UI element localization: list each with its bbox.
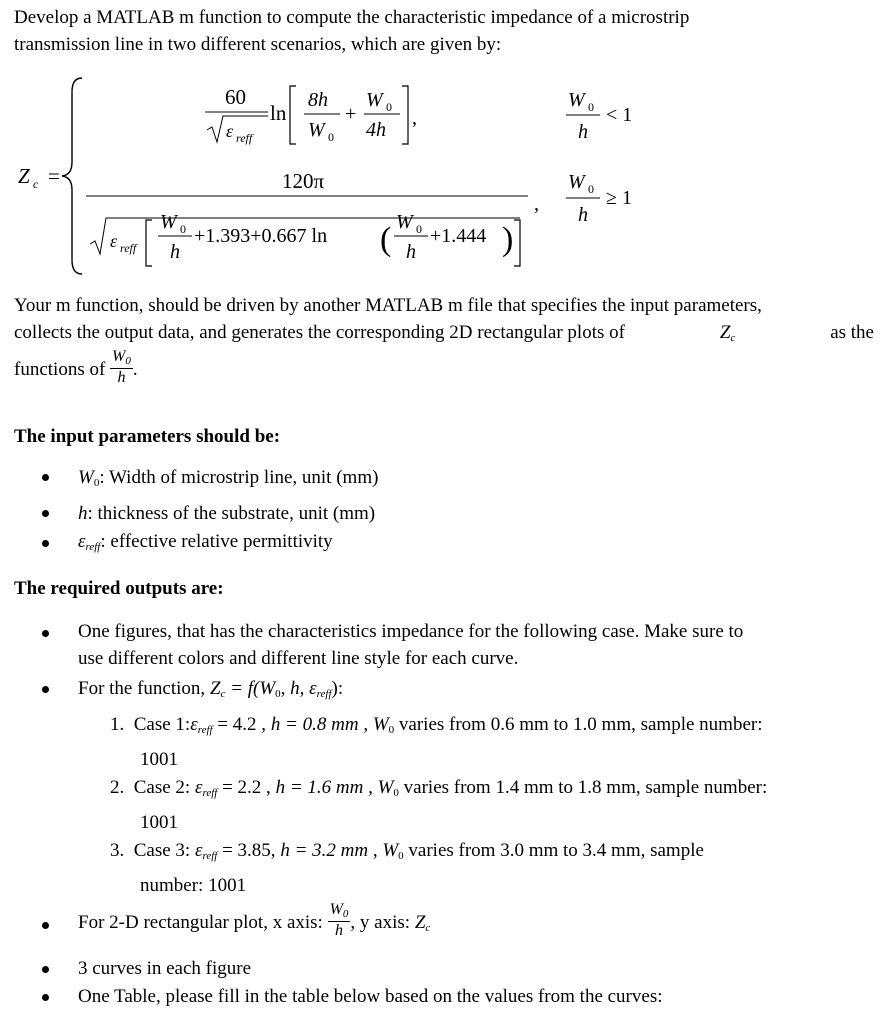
svg-text:+: + <box>345 103 357 125</box>
svg-text:h: h <box>170 241 180 263</box>
svg-text:ε: ε <box>226 121 234 141</box>
svg-text:8h: 8h <box>308 89 328 111</box>
svg-text:< 1: < 1 <box>606 104 633 126</box>
outputs-heading: The required outputs are: <box>14 578 224 599</box>
svg-text:0: 0 <box>588 182 594 196</box>
svg-text:0: 0 <box>328 130 334 144</box>
svg-text:,: , <box>412 107 417 129</box>
svg-text:+1.393+0.667 ln: +1.393+0.667 ln <box>194 225 328 247</box>
output-bullet-4: 3 curves in each figure <box>78 958 252 979</box>
svg-text:h: h <box>406 241 416 263</box>
svg-text:): ) <box>502 221 514 258</box>
svg-text:≥ 1: ≥ 1 <box>606 187 632 209</box>
svg-text:h: h <box>578 204 588 226</box>
svg-text:120π: 120π <box>282 169 325 193</box>
svg-text:(: ( <box>380 221 392 258</box>
output-bullet-3: For 2-D rectangular plot, x axis: $\frac{W_0}{h}$ , y axis: $Z_c$ <box>78 901 431 939</box>
svg-text:4h: 4h <box>366 119 386 141</box>
driver-line-1: Your m function, should be driven by another MATLAB m file that specifies the input parameters, <box>14 295 762 316</box>
input-item-eps: $\varepsilon_{reff}$: effective relative permittivity <box>78 531 333 553</box>
svg-text:reff: reff <box>236 131 253 145</box>
left-brace <box>62 78 82 274</box>
intro-line-1: Develop a MATLAB m function to compute the characteristic impedance of a microstrip <box>14 7 690 28</box>
input-item-h: h: thickness of the substrate, unit (mm) <box>78 503 376 524</box>
svg-text:W: W <box>568 171 585 193</box>
svg-text:W: W <box>160 211 177 233</box>
svg-text:=: = <box>48 164 60 188</box>
case-3: 3. Case 3: $\varepsilon_{reff} = 3.85$, h = 3.2 mm , $W_0$ varies from 3.0 mm to 3.4 mm, sample number: 1001 <box>110 840 704 896</box>
driver-line-2: collects the output data, and generates the corresponding 2D rectangular plots of <box>14 322 625 343</box>
output-bullet-1: One figures, that has the characteristics impedance for the following case. Make sure to use different colors and different line style for each curve. <box>78 621 744 669</box>
svg-text:60: 60 <box>225 85 246 109</box>
svg-text:0: 0 <box>386 100 392 114</box>
svg-text:W: W <box>568 89 585 111</box>
svg-text:0: 0 <box>588 100 594 114</box>
svg-text:reff: reff <box>120 241 137 255</box>
svg-text:W: W <box>366 89 383 111</box>
svg-text:ε: ε <box>110 231 118 251</box>
intro-line-2: transmission line in two different scenarios, which are given by: <box>14 34 502 55</box>
svg-text:+1.444: +1.444 <box>430 225 487 247</box>
functions-of-line: functions of $\frac{W_0}{h}$ . <box>14 348 138 386</box>
case-2: 2. Case 2: $\varepsilon_{reff} = 2.2$ , h = 1.6 mm , $W_0$ varies from 1.4 mm to 1.8 mm, sample number: 1001 <box>110 777 768 833</box>
svg-text:,: , <box>534 193 539 215</box>
impedance-equation <box>0 70 886 285</box>
output-bullet-2: For the function, $Z_c = f(W_0$, h, $\varepsilon_{reff}$): <box>78 678 344 700</box>
input-item-w0: $W_0$: Width of microstrip line, unit (mm) <box>78 467 379 489</box>
driver-paragraph: Your m function, should be driven by another MATLAB m file that specifies the input parameters, collects the output data, and generates the corresponding 2D rectangular plots of $Z_c$ as the <box>14 292 874 352</box>
svg-text:W: W <box>396 211 413 233</box>
svg-text:W: W <box>308 119 325 141</box>
svg-text:0: 0 <box>180 222 186 236</box>
svg-text:h: h <box>578 121 588 143</box>
case-1: 1. Case $1:\varepsilon_{reff} = 4.2$ , h = 0.8 mm , $W_0$ varies from 0.6 mm to 1.0 mm, sample number: 1001 <box>110 714 763 770</box>
svg-text:c: c <box>33 177 39 191</box>
svg-text:ln: ln <box>270 101 287 125</box>
eq-lhs: Z <box>18 164 30 188</box>
output-bullet-5: One Table, please fill in the table below based on the values from the curves: <box>78 986 663 1007</box>
driver-line-2-end: as the <box>830 322 874 343</box>
svg-text:0: 0 <box>416 222 422 236</box>
intro-paragraph <box>14 4 874 58</box>
inputs-heading: The input parameters should be: <box>14 426 281 447</box>
